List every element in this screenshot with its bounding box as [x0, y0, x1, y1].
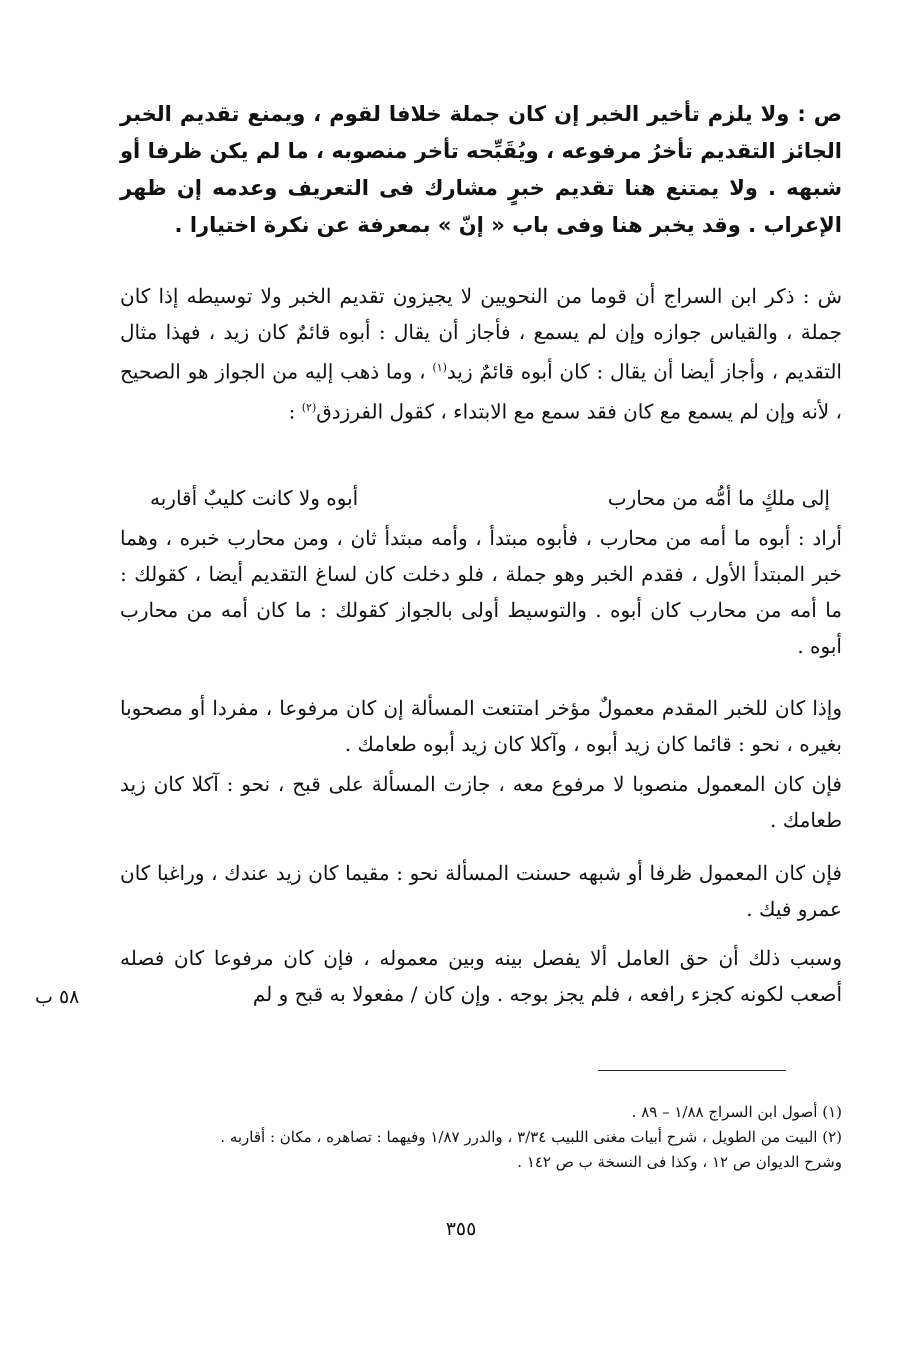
footnote-separator [598, 1070, 786, 1071]
footnotes [115, 1100, 842, 1175]
manuscript-folio-marker: ٥٨ ب [35, 986, 80, 1008]
sharh-paragraph-1 [120, 278, 842, 429]
verse-first-hemistich: إلى ملكٍ ما أمُّه من محارب [607, 486, 830, 510]
verse-second-hemistich: أبوه ولا كانت كليبٌ أقاربه [150, 486, 359, 510]
sharh-paragraph-5: فإن كان المعمول ظرفا أو شبهه حسنت المسألة نحو : مقيما كان زيد عندك ، وراغبا كان عمرو فيك . [120, 861, 842, 921]
sharh-text: ، وما ذهب إليه من الجواز هو الصحيح ، لأنه وإن لم يسمع مع كان فقد سمع مع الابتداء ، كقول الفرزدق [120, 359, 842, 424]
page-number: ٣٥٥ [445, 1218, 477, 1240]
sharh-paragraph-3: وإذا كان للخبر المقدم معمولٌ مؤخر امتنعت المسألة إن كان مرفوعا ، مفردا أو مصحوبا بغيره ، نحو : قائما كان زيد أبوه ، وآكلا كان زيد أبوه طعامك . [120, 696, 842, 756]
matn-paragraph: ص : ولا يلزم تأخير الخبر إن كان جملة خلافا لقوم ، ويمنع تقديم الخبر الجائز التقديم تأخرُ مرفوعه ، ويُقَبِّحه تأخر منصوبه ، ما لم يكن ظرفا أو شبهه . ولا يمتنع هنا تقديم خبرٍ مشارك فى التعريف وعدمه إن ظهر الإعراب . وقد يخبر هنا وفى باب « إنّ » بمعرفة عن نكرة اختيارا . [120, 102, 842, 237]
sharh-paragraph-4: فإن كان المعمول منصوبا لا مرفوع معه ، جازت المسألة على قبح ، نحو : آكلا كان زيد طعامك . [120, 772, 842, 832]
footnote-ref-2[interactable]: (٢) [301, 400, 317, 414]
footnote-ref-1[interactable]: (١) [432, 361, 447, 374]
footnote-1: (١) أصول ابن السراج ١/٨٨ – ٨٩ . [631, 1103, 842, 1121]
sharh-text: : [288, 399, 302, 424]
sharh-paragraph-2: أراد : أبوه ما أمه من محارب ، فأبوه مبتدأ ، وأمه مبتدأ ثان ، ومن محارب خبره ، وهما خبر المبتدأ الأول ، فقدم الخبر وهو جملة ، فلو دخلت كان لساغ التقديم أيضا ، كقولك : ما أمه من محارب كان أبوه . والتوسيط أولى بالجواز كقولك : ما كان أمه من محارب أبوه . [120, 526, 842, 658]
footnote-2: (٢) البيت من الطويل ، شرح أبيات مغنى اللبيب ٣/٣٤ ، والدرر ١/٨٧ وفيهما : تصاهره ، مكان : أقاربه . [220, 1128, 842, 1146]
sharh-text: ش : ذكر ابن السراج أن قوما من النحويين لا يجيزون تقديم الخبر ولا توسيطه إذا كان جملة ، والقياس جوازه وإن لم يسمع ، فأجاز أن يقال : أبوه قائمٌ كان زيد ، فهذا مثال التقديم ، وأجاز أيضا أن يقال : كان أبوه قائمٌ زيد [120, 284, 842, 384]
poetry-verse [150, 482, 830, 514]
sharh-paragraph-6: وسبب ذلك أن حق العامل ألا يفصل بينه وبين معموله ، فإن كان مرفوعا كان فصله أصعب لكونه كجزء رافعه ، فلم يجز بوجه . وإن كان / مفعولا به قبح و لم [120, 946, 842, 1006]
footnote-2-continued: وشرح الديوان ص ١٢ ، وكذا فى النسخة ب ص ١٤٢ . [517, 1153, 842, 1171]
